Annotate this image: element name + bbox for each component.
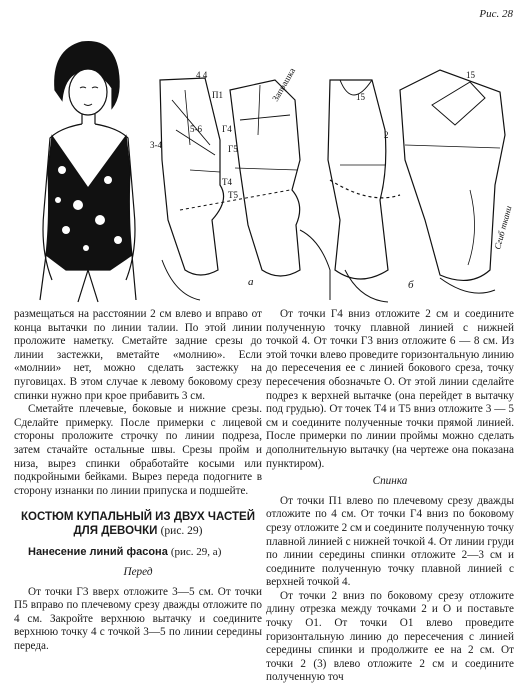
subsection-title-text: Нанесение линий фасона xyxy=(28,546,168,559)
label-zapashka: Запрашка xyxy=(270,66,298,103)
label-grain: Сгиб ткани xyxy=(492,204,514,251)
right-paragraph-3: От точки 2 вниз по боковому срезу отложите длину отрезка между точками 2 и О и поставьте точку О1. От точки О1 влево проведите горизонтальную линию до пересечения с линией середины спинки и продолжите ее на 2 см. От точки 2 (3) влево отложите 2 см и соедините полученную точ xyxy=(266,589,514,684)
left-paragraph-2: Сметайте плечевые, боковые и нижние срезы. Сделайте примерку. После примерки с лицевой стороны проложите строчку по линии подреза, затем стачайте остальные швы. Срезы пройм и низа, вырез спинки обработайте косыми или подкройными бейками. Вырез переда подогните в сторону изнанки по линии припуска и подшейте. xyxy=(14,403,262,497)
left-column xyxy=(14,308,262,653)
section-title-ref: (рис. 29) xyxy=(160,525,203,538)
section-title xyxy=(14,510,262,538)
label-g5: Г5 xyxy=(228,144,238,154)
right-column xyxy=(266,308,514,685)
label-b: б xyxy=(408,279,414,291)
subsection-title-ref: (рис. 29, а) xyxy=(170,546,222,559)
label-t4: Т4 xyxy=(222,177,232,187)
label-15b: 15 xyxy=(466,70,475,80)
right-paragraph-1: От точки Г4 вниз отложите 2 см и соедините полученную точку плавной линией с нижней точкой 4. От точки Г3 вниз отложите 6 — 8 см. Из этой точки влево проведите горизонтальную линию до пересечения ее с линией бокового среза, точку пересечения обозначьте О. От этой линии сделайте подрез к верхней вытачке (она перейдет в вытачку под грудью). От точек Т4 и Т5 вниз отложите 3 — 5 см и соедините полученные точки прямой линией. После примерки по линии проймы можно сделать дополнительную вытачку (на чертеже она показана пунктиром). xyxy=(266,308,514,470)
back-heading: Спинка xyxy=(372,475,408,488)
label-34: 3-4 xyxy=(150,140,162,150)
label-a: а xyxy=(248,276,254,288)
section-title-text: КОСТЮМ КУПАЛЬНЫЙ ИЗ ДВУХ ЧАСТЕЙ ДЛЯ ДЕВОЧКИ xyxy=(21,511,255,538)
model-sketch xyxy=(40,42,136,302)
left-paragraph-1: размещаться на расстоянии 2 см влево и вправо от конца вытачки по линии талии. По этой линии проложите наметку. Сметайте задние срезы до линии застежки, вметайте «молнию». Если «молнии» нет, можно сделать застежку на пуговицах. В этом случае к левому боковому срезу спинки нужно при крое прибавить 3 см. xyxy=(14,308,262,402)
subsection-title xyxy=(14,546,262,560)
figure-illustration xyxy=(0,20,525,310)
label-2: 2 xyxy=(384,130,389,140)
label-15a: 15 xyxy=(356,92,365,102)
left-paragraph-3: От точки Г3 вверх отложите 3—5 см. От точки П5 вправо по плечевому срезу дважды отложите по 4 см. Закройте верхнюю вытачку и соедините верхнюю точку 4 с точкой 3—5 по линии середины переда. xyxy=(14,585,262,652)
label-56: 5-6 xyxy=(190,124,202,134)
right-paragraph-2: От точки П1 влево по плечевому срезу дважды отложите по 4 см. От точки Г4 вниз по боковому срезу отложите 2 см и соедините полученную точку плавной линией с нижней точкой 4. От линии груди по линии середины спинки отложите 2—3 см и соедините полученную точку плавной линией с верхней точкой 4. xyxy=(266,494,514,589)
label-p1: П1 xyxy=(212,90,223,100)
label-t5: Т5 xyxy=(228,190,238,200)
label-44: 4 4 xyxy=(196,70,208,80)
front-heading: Перед xyxy=(123,565,153,578)
label-g4: Г4 xyxy=(222,124,232,134)
pattern-b xyxy=(328,70,505,302)
pattern-a xyxy=(160,78,330,300)
figure-number: Рис. 28 xyxy=(479,8,513,20)
